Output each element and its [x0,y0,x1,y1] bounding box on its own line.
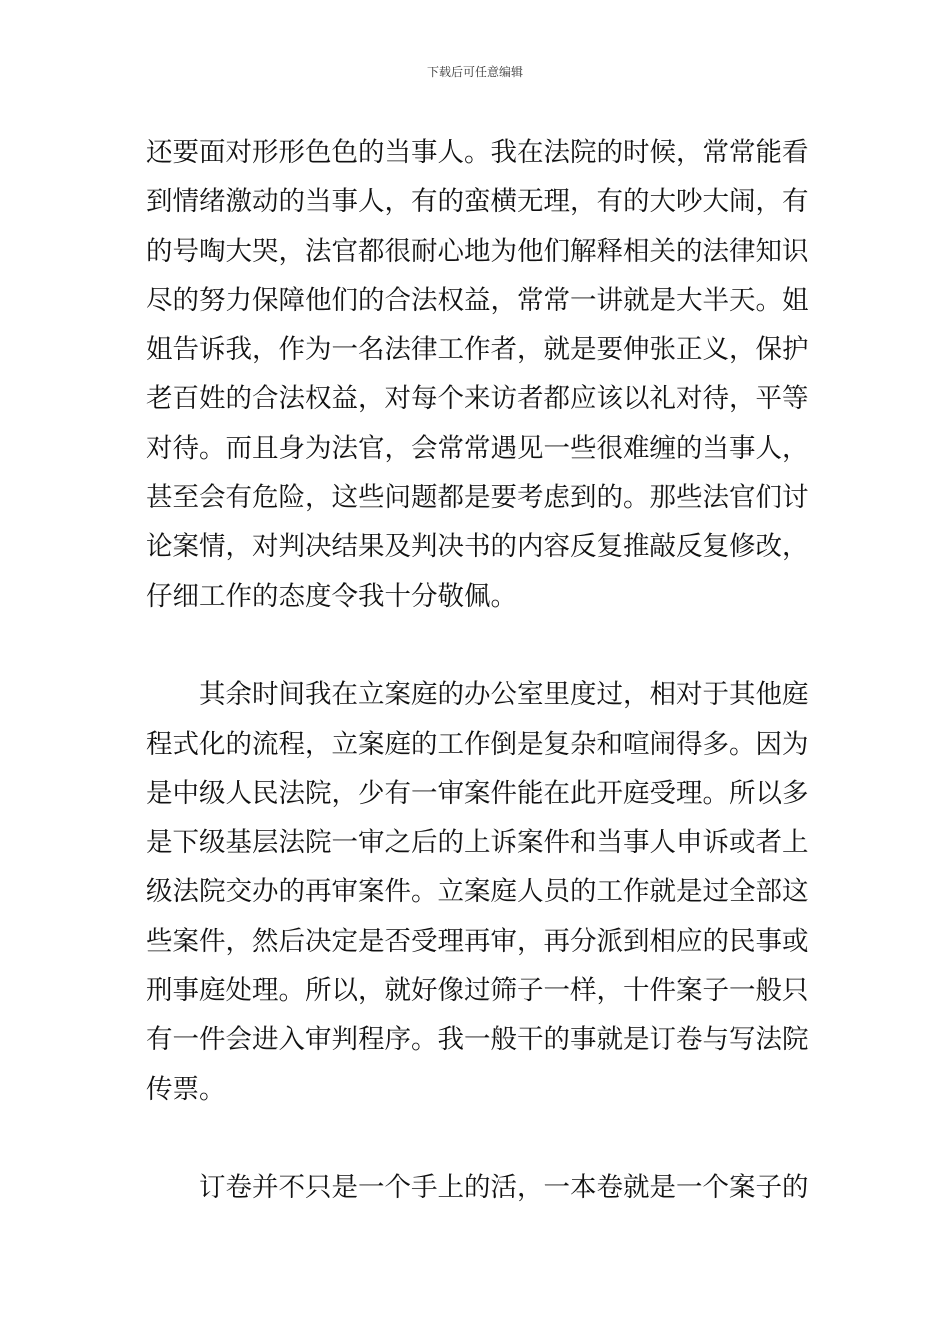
text-line: 的号啕大哭，法官都很耐心地为他们解释相关的法律知识 [146,235,809,267]
text-line: 有一件会进入审判程序。我一般干的事就是订卷与写法院 [146,1024,809,1056]
text-line: 些案件，然后决定是否受理再审，再分派到相应的民事或 [146,925,809,957]
text-line: 级法院交办的再审案件。立案庭人员的工作就是过全部这 [146,876,809,908]
text-line: 论案情，对判决结果及判决书的内容反复推敲反复修改， [146,531,809,563]
text-line: 尽的努力保障他们的合法权益，常常一讲就是大半天。姐 [146,284,809,316]
paragraph-1 [146,128,810,621]
paragraph-2 [146,670,810,1114]
text-line: 甚至会有危险，这些问题都是要考虑到的。那些法官们讨 [146,482,809,514]
text-line: 是中级人民法院，少有一审案件能在此开庭受理。所以多 [146,777,809,809]
text-line: 订卷并不只是一个手上的活，一本卷就是一个案子的 [199,1172,809,1204]
text-line: 仔细工作的态度令我十分敬佩。 [146,580,517,612]
text-line: 对待。而且身为法官，会常常遇见一些很难缠的当事人， [146,432,809,464]
text-line: 到情绪激动的当事人，有的蛮横无理，有的大吵大闹，有 [146,186,809,218]
text-line: 程式化的流程，立案庭的工作倒是复杂和喧闹得多。因为 [146,728,809,760]
paragraph-3 [146,1163,810,1212]
paragraph-gap [146,1114,810,1163]
text-line: 刑事庭处理。所以，就好像过筛子一样，十件案子一般只 [146,975,809,1007]
text-line: 其余时间我在立案庭的办公室里度过，相对于其他庭 [199,679,809,711]
paragraph-gap [146,621,810,670]
page-header: 下载后可任意编辑 [426,65,523,79]
text-line: 姐告诉我，作为一名法律工作者，就是要伸张正义，保护 [146,334,809,366]
text-line: 是下级基层法院一审之后的上诉案件和当事人申诉或者上 [146,827,809,859]
text-line: 传票。 [146,1073,226,1105]
text-line: 老百姓的合法权益，对每个来访者都应该以礼对待，平等 [146,383,809,415]
text-line: 还要面对形形色色的当事人。我在法院的时候，常常能看 [146,137,809,168]
document-body [146,128,810,1213]
